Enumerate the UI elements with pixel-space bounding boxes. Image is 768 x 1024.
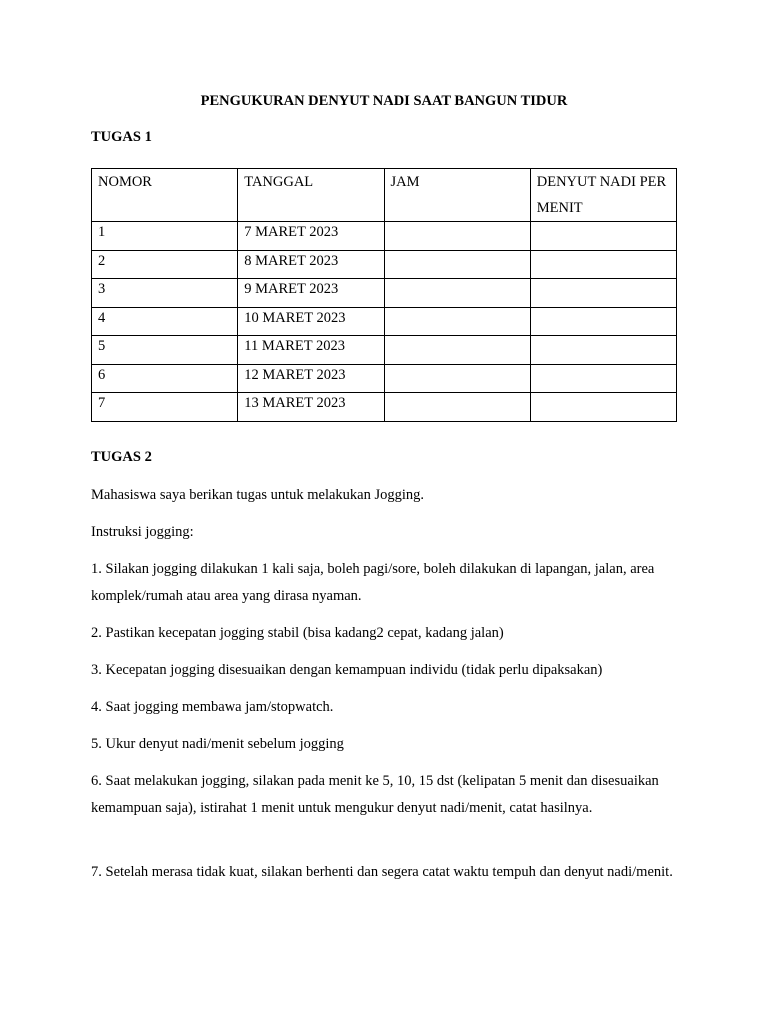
task1-heading: TUGAS 1 <box>91 129 152 145</box>
instruction-step: 2. Pastikan kecepatan jogging stabil (bisa kadang2 cepat, kadang jalan) <box>91 625 504 641</box>
cell-time[interactable] <box>384 307 530 336</box>
task2-heading: TUGAS 2 <box>91 449 152 465</box>
cell-pulse[interactable] <box>530 307 676 336</box>
column-header-number: NOMOR <box>92 169 238 222</box>
cell-pulse[interactable] <box>530 364 676 393</box>
cell-date: 9 MARET 2023 <box>238 279 384 308</box>
cell-time[interactable] <box>384 364 530 393</box>
table-row <box>92 222 677 251</box>
table-header-row <box>92 169 677 222</box>
cell-date: 13 MARET 2023 <box>238 393 384 422</box>
instruction-step: 3. Kecepatan jogging disesuaikan dengan kemampuan individu (tidak perlu dipaksakan) <box>91 662 603 678</box>
cell-time[interactable] <box>384 250 530 279</box>
instruction-step: 6. Saat melakukan jogging, silakan pada menit ke 5, 10, 15 dst (kelipatan 5 menit dan disesuaikan kemampuan saja), istirahat 1 menit untuk mengukur denyut nadi/menit, catat hasilnya. <box>91 773 659 816</box>
cell-number: 4 <box>92 307 238 336</box>
instruction-step: 1. Silakan jogging dilakukan 1 kali saja, boleh pagi/sore, boleh dilakukan di lapangan, jalan, area komplek/rumah atau area yang dirasa nyaman. <box>91 561 655 604</box>
cell-date: 12 MARET 2023 <box>238 364 384 393</box>
cell-time[interactable] <box>384 279 530 308</box>
cell-pulse[interactable] <box>530 222 676 251</box>
cell-date: 8 MARET 2023 <box>238 250 384 279</box>
cell-time[interactable] <box>384 393 530 422</box>
column-header-time: JAM <box>384 169 530 222</box>
pulse-table <box>91 168 677 422</box>
task2-intro: Mahasiswa saya berikan tugas untuk melakukan Jogging. <box>91 487 425 503</box>
table-row <box>92 336 677 365</box>
cell-number: 5 <box>92 336 238 365</box>
cell-time[interactable] <box>384 336 530 365</box>
table-row <box>92 279 677 308</box>
instruction-step: 5. Ukur denyut nadi/menit sebelum jogging <box>91 736 344 752</box>
cell-pulse[interactable] <box>530 279 676 308</box>
column-header-pulse: DENYUT NADI PER MENIT <box>530 169 676 222</box>
cell-pulse[interactable] <box>530 336 676 365</box>
table-row <box>92 307 677 336</box>
table-row <box>92 393 677 422</box>
cell-number: 2 <box>92 250 238 279</box>
column-header-date: TANGGAL <box>238 169 384 222</box>
cell-number: 1 <box>92 222 238 251</box>
table-row <box>92 250 677 279</box>
document-title: PENGUKURAN DENYUT NADI SAAT BANGUN TIDUR <box>200 93 568 109</box>
cell-pulse[interactable] <box>530 250 676 279</box>
cell-number: 7 <box>92 393 238 422</box>
instructions-label: Instruksi jogging: <box>91 524 194 540</box>
cell-date: 10 MARET 2023 <box>238 307 384 336</box>
table-row <box>92 364 677 393</box>
cell-pulse[interactable] <box>530 393 676 422</box>
instruction-step: 7. Setelah merasa tidak kuat, silakan berhenti dan segera catat waktu tempuh dan denyut nadi/menit. <box>91 864 673 880</box>
cell-number: 6 <box>92 364 238 393</box>
cell-date: 7 MARET 2023 <box>238 222 384 251</box>
cell-time[interactable] <box>384 222 530 251</box>
cell-number: 3 <box>92 279 238 308</box>
cell-date: 11 MARET 2023 <box>238 336 384 365</box>
instruction-step: 4. Saat jogging membawa jam/stopwatch. <box>91 699 334 715</box>
